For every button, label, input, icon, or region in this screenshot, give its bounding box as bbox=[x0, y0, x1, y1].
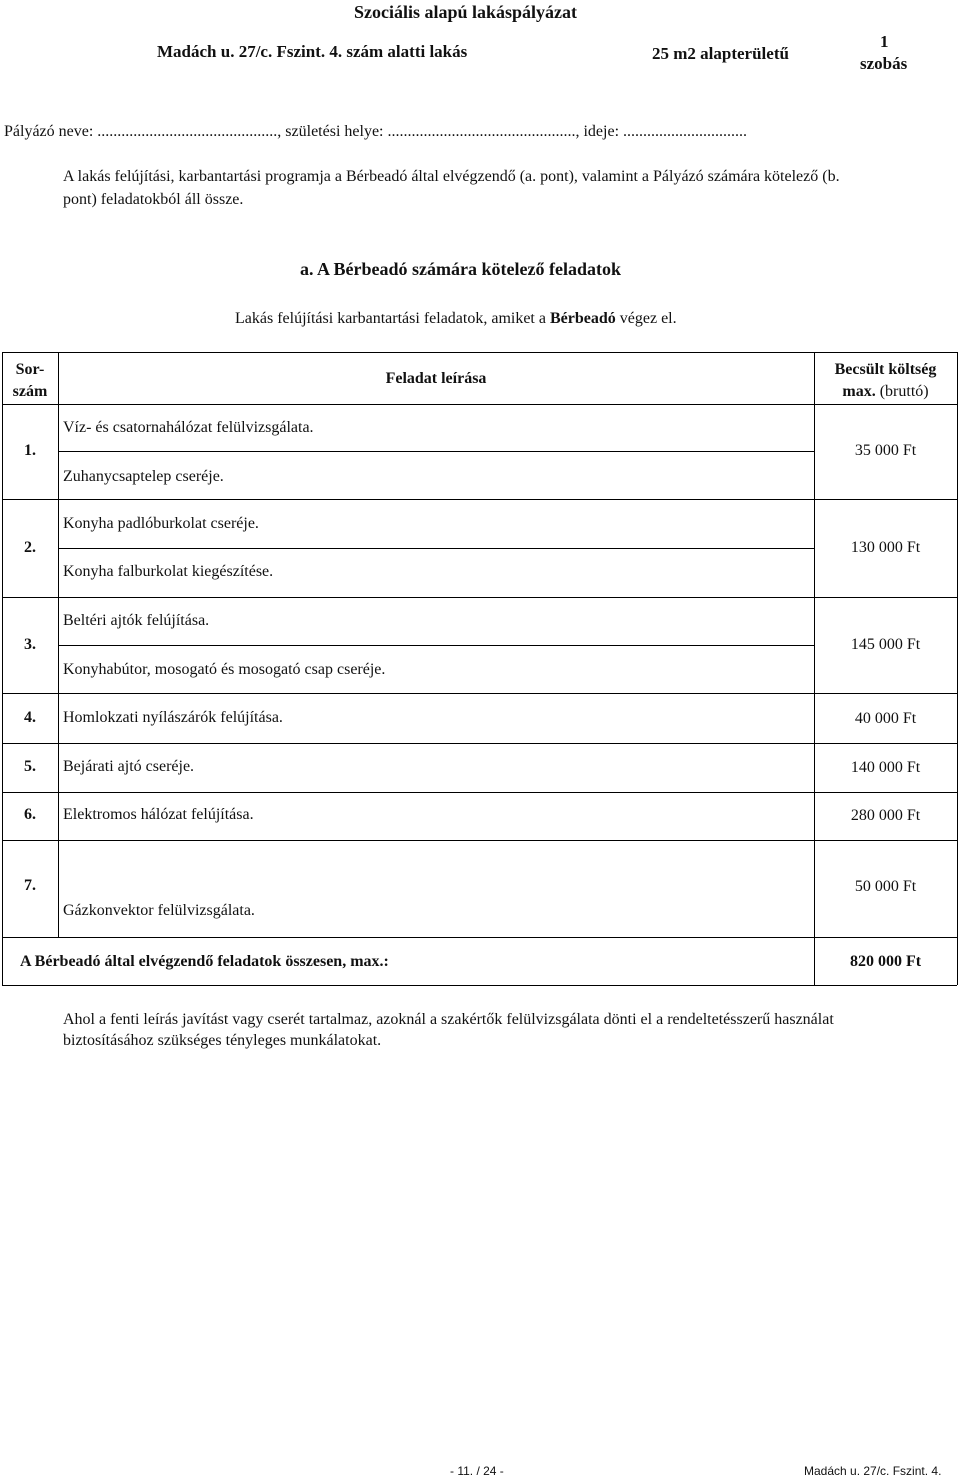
row-4-cost: 40 000 Ft bbox=[854, 710, 917, 727]
room-count: 1 bbox=[880, 32, 889, 51]
row-7-cost: 50 000 Ft bbox=[854, 878, 917, 895]
row-3-task-1: Beltéri ajtók felújítása. bbox=[63, 612, 210, 629]
note-line-1: Ahol a fenti leírás javítást vagy cserét tartalmaz, azoknál a szakértők felülvizsgálata dönti el a rendeltetésszerű használat bbox=[63, 1011, 834, 1028]
total-value: 820 000 Ft bbox=[849, 953, 922, 970]
row-4-task-1: Homlokzati nyílászárók felújítása. bbox=[63, 709, 283, 726]
header-cost-line-2 bbox=[814, 383, 957, 401]
row-5-cost: 140 000 Ft bbox=[850, 759, 921, 776]
row-3-num: 3. bbox=[24, 636, 36, 653]
row-5-num: 5. bbox=[24, 758, 36, 775]
apartment-area: 25 m2 alapterületű bbox=[652, 44, 789, 63]
subheading-post: végez el. bbox=[615, 310, 677, 327]
row-6-num: 6. bbox=[24, 806, 36, 823]
section-a-heading: a. A Bérbeadó számára kötelező feladatok bbox=[300, 259, 621, 279]
header-num-line-1: Sor- bbox=[15, 361, 45, 378]
total-label: A Bérbeadó által elvégzendő feladatok összesen, max.: bbox=[20, 953, 389, 970]
row-2-task-2: Konyha falburkolat kiegészítése. bbox=[63, 563, 274, 580]
row-3-task-2: Konyhabútor, mosogató és mosogató csap cseréje. bbox=[63, 661, 386, 678]
page-number: - 11. / 24 - bbox=[450, 1464, 504, 1478]
row-6-task-1: Elektromos hálózat felújítása. bbox=[63, 806, 254, 823]
row-3-cost: 145 000 Ft bbox=[850, 636, 921, 653]
subheading-pre: Lakás felújítási karbantartási feladatok, amiket a bbox=[235, 310, 550, 327]
row-1-num: 1. bbox=[24, 442, 36, 459]
header-cost-max: max. bbox=[842, 383, 876, 400]
row-1-cost: 35 000 Ft bbox=[854, 442, 917, 459]
row-4-num: 4. bbox=[24, 709, 36, 726]
document-title: Szociális alapú lakáspályázat bbox=[354, 2, 578, 22]
footer-address: Madách u. 27/c. Fszint. 4. bbox=[804, 1464, 942, 1478]
row-5-task-1: Bejárati ajtó cseréje. bbox=[63, 758, 195, 775]
header-cost-gross: (bruttó) bbox=[875, 383, 929, 400]
subheading-bold: Bérbeadó bbox=[549, 310, 616, 327]
intro-line-2: pont) feladatokból áll össze. bbox=[63, 191, 244, 208]
applicant-line-text: Pályázó neve: ............................................., születési helye: ..............................................., ideje: ............................... bbox=[4, 123, 748, 140]
row-7-num: 7. bbox=[24, 877, 36, 894]
intro-line-1: A lakás felújítási, karbantartási programja a Bérbeadó által elvégzendő (a. pont), valamint a Pályázó számára kötelező (b. bbox=[63, 168, 840, 185]
header-task: Feladat leírása bbox=[385, 370, 487, 387]
row-2-num: 2. bbox=[24, 539, 36, 556]
row-1-task-1: Víz- és csatornahálózat felülvizsgálata. bbox=[63, 419, 314, 436]
row-2-cost: 130 000 Ft bbox=[850, 539, 921, 556]
room-label: szobás bbox=[860, 54, 908, 73]
applicant-line bbox=[4, 123, 747, 141]
row-6-cost: 280 000 Ft bbox=[850, 807, 921, 824]
section-a-subheading bbox=[235, 310, 677, 328]
note-line-2: biztosításához szükséges tényleges munkálatokat. bbox=[63, 1032, 382, 1049]
header-cost-line-1: Becsült költség bbox=[834, 361, 937, 378]
row-1-task-2: Zuhanycsaptelep cseréje. bbox=[63, 468, 224, 485]
row-2-task-1: Konyha padlóburkolat cseréje. bbox=[63, 515, 259, 532]
row-7-task-1: Gázkonvektor felülvizsgálata. bbox=[63, 902, 255, 919]
header-num-line-2: szám bbox=[12, 383, 48, 400]
apartment-address: Madách u. 27/c. Fszint. 4. szám alatti lakás bbox=[157, 42, 468, 61]
